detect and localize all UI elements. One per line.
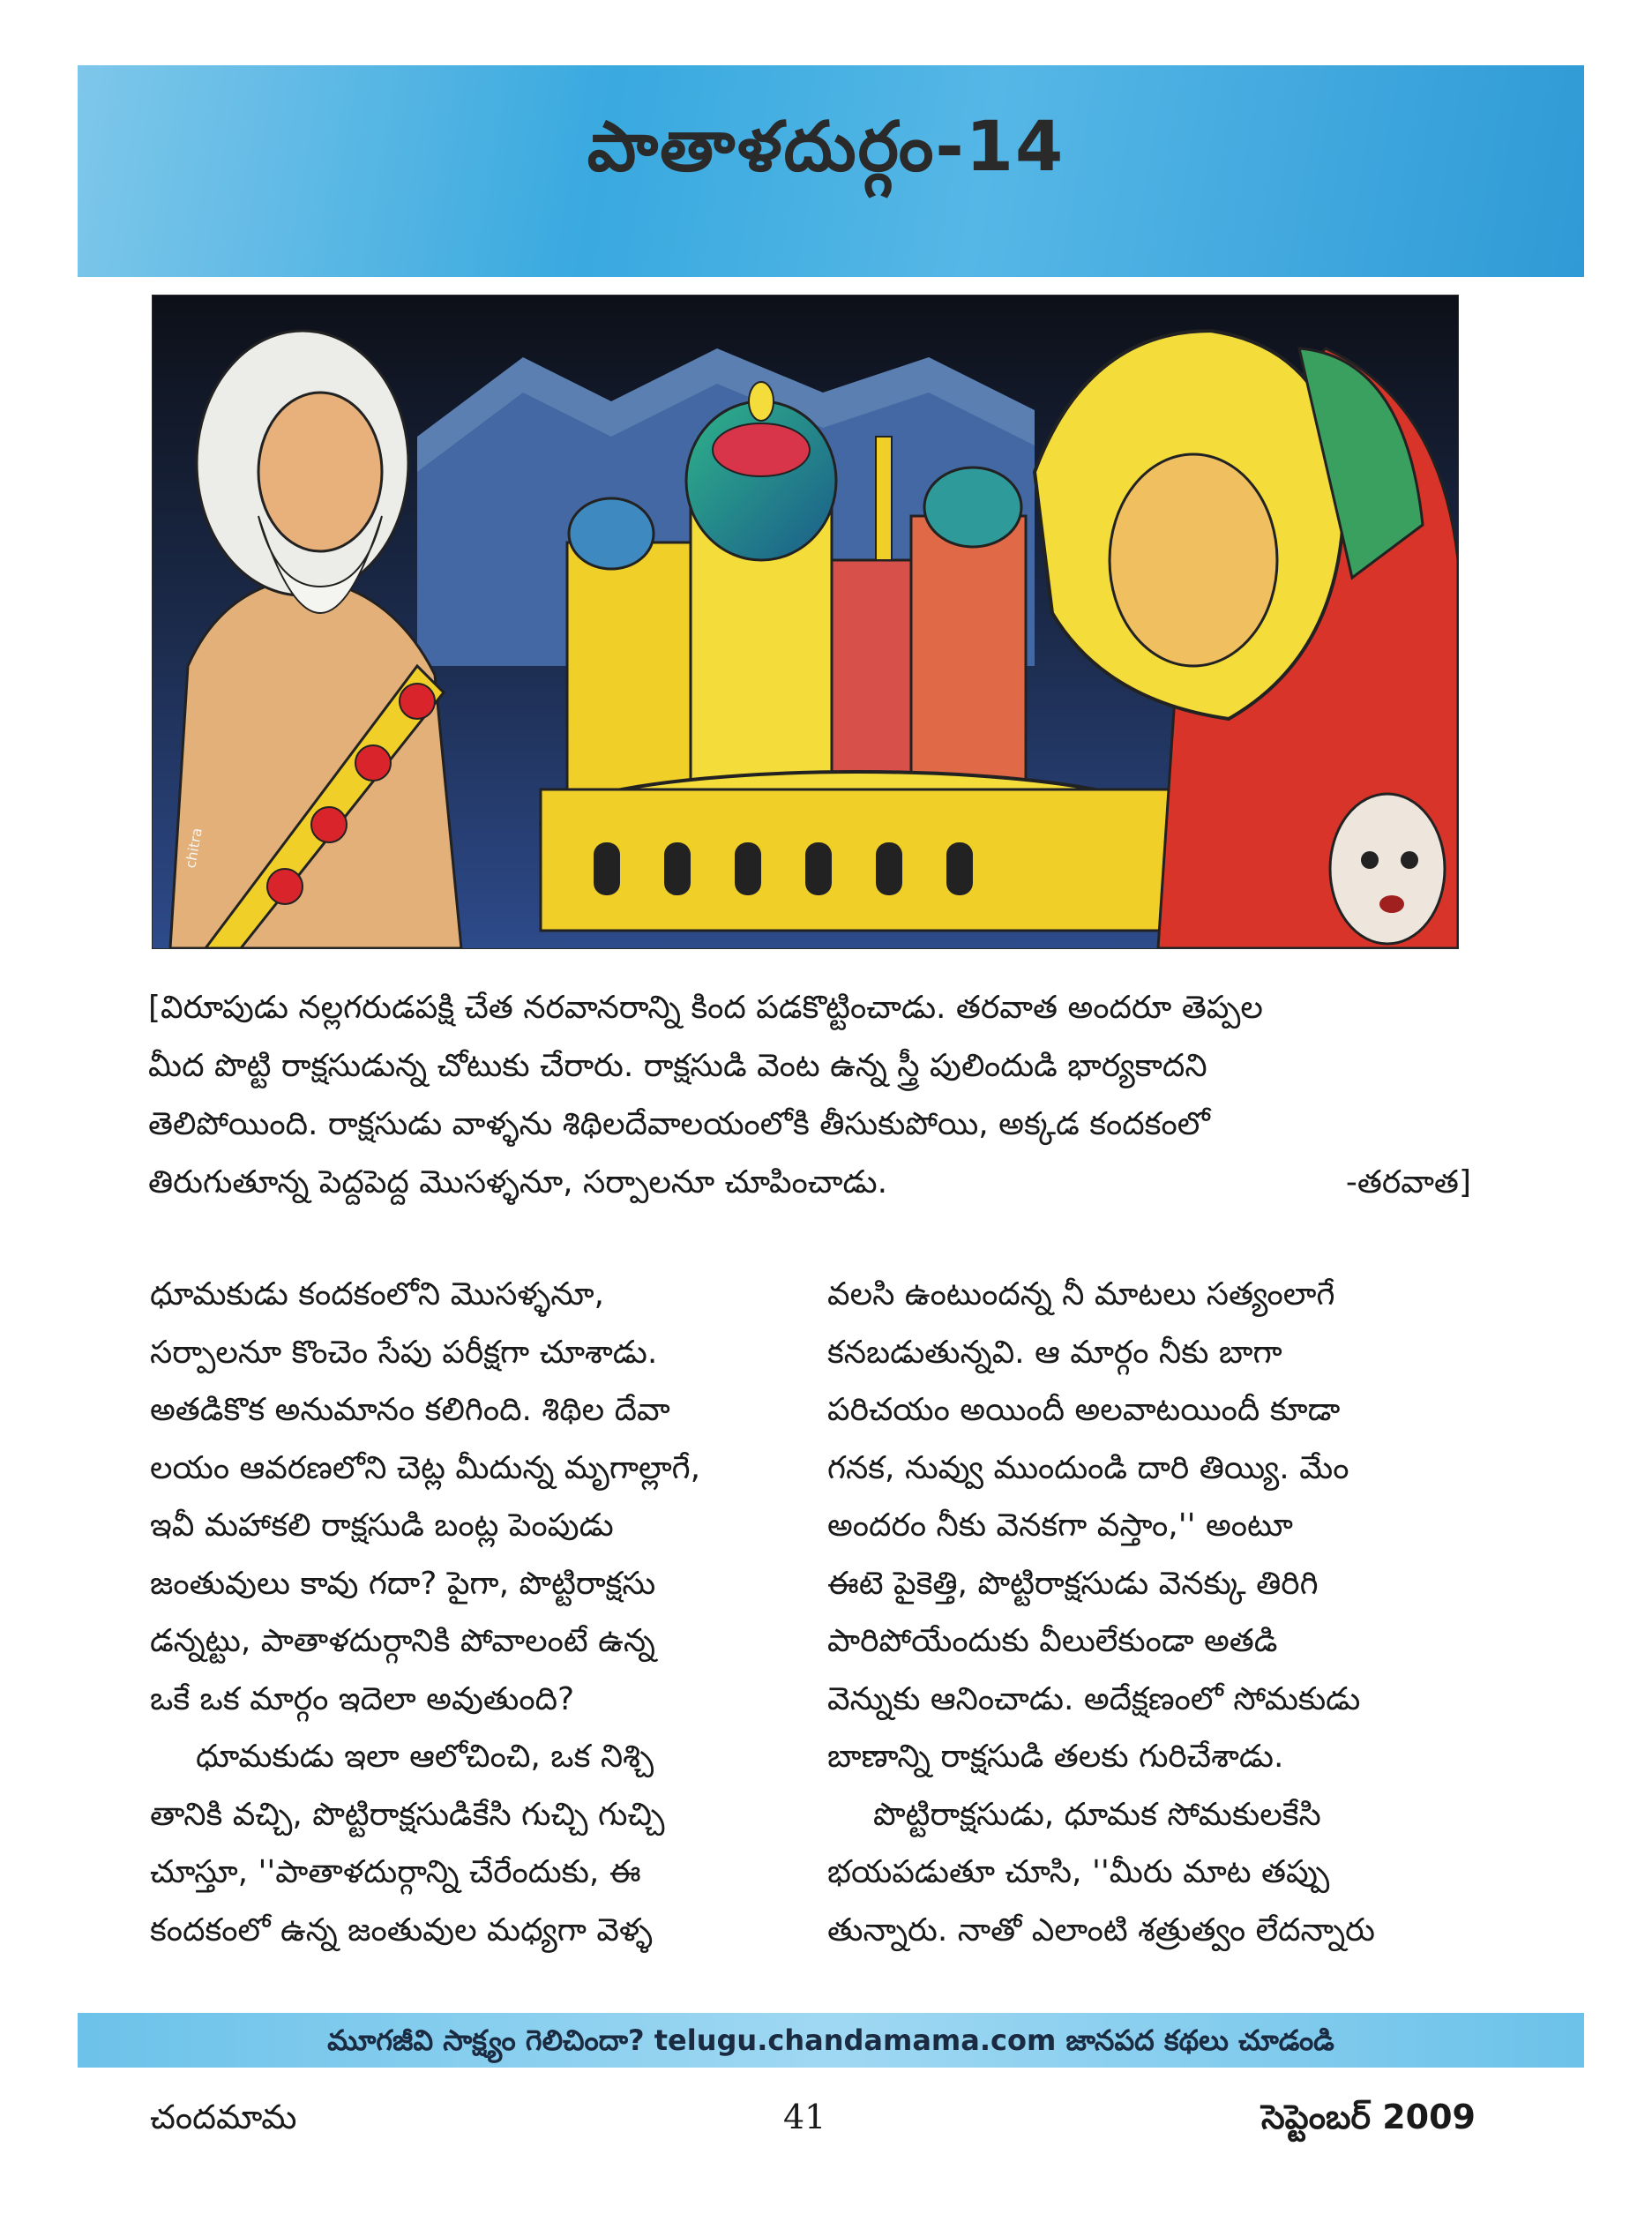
summary-line: [విరూపుడు నల్లగరుడపక్షి చేత నరవానరాన్ని కింద పడకొట్టించాడు. తరవాత అందరూ తెప్పల — [148, 990, 1263, 1026]
text-line: కనబడుతున్నవి. ఆ మార్గం నీకు బాగా — [827, 1334, 1282, 1371]
text-line: ఇవీ మహాకలి రాక్షసుడి బంట్ల పెంపుడు — [150, 1507, 614, 1544]
story-illustration — [152, 295, 1459, 949]
text-line: డన్నట్టు, పాతాళదుర్గానికి పోవాలంటే ఉన్న — [150, 1623, 655, 1659]
svg-text:chitra: chitra — [182, 827, 206, 870]
text-line: చూస్తూ, ''పాతాళదుర్గాన్ని చేరేందుకు, ఈ — [150, 1854, 641, 1890]
text-line: అతడికొక అనుమానం కలిగింది. శిథిల దేవా — [150, 1392, 670, 1428]
text-line: పొట్టిరాక్షసుడు, ధూమక సోమకులకేసి — [873, 1796, 1321, 1833]
magazine-name: చందమామ — [150, 2098, 297, 2136]
text-line: తున్నారు. నాతో ఎలాంటి శత్రుత్వం లేదన్నారు — [827, 1911, 1375, 1949]
story-summary — [148, 979, 1471, 1212]
text-line: అందరం నీకు వెనకగా వస్తాం,'' అంటూ — [827, 1507, 1293, 1544]
text-line: ధూమకుడు కందకంలోని మొసళ్ళనూ, — [150, 1276, 604, 1313]
text-line: భయపడుతూ చూసి, ''మీరు మాట తప్పు — [827, 1854, 1330, 1890]
text-line: ధూమకుడు ఇలా ఆలోచించి, ఒక నిశ్చి — [196, 1739, 654, 1775]
text-line: గనక, నువ్వు ముందుండి దారి తియ్యి. మేం — [827, 1449, 1349, 1486]
text-line: కందకంలో ఉన్న జంతువుల మధ్యగా వెళ్ళ — [150, 1911, 653, 1949]
to-be-continued-label: -తరవాత] — [1345, 1164, 1471, 1201]
page-title: పాతాళదుర్గం-14 — [587, 108, 1065, 187]
text-line: జంతువులు కావు గదా? పైగా, పొట్టిరాక్షసు — [150, 1565, 656, 1602]
text-line: ఈటె పైకెత్తి, పొట్టిరాక్షసుడు వెనక్కు తిరిగి — [827, 1565, 1319, 1602]
text-line: పరిచయం అయిందీ అలవాటయిందీ కూడా — [827, 1392, 1341, 1428]
summary-last-line — [148, 1154, 1471, 1212]
issue-date: సెప్టెంబర్ 2009 — [1261, 2098, 1476, 2136]
text-line: లయం ఆవరణలోని చెట్ల మీదున్న మృగాల్లాగే, — [150, 1449, 701, 1486]
story-column-left — [150, 1266, 803, 1959]
story-column-right — [827, 1266, 1480, 1959]
promo-banner: మూగజీవి సాక్ష్యం గెలిచిందా? telugu.chandamama.com జానపద కథలు చూడండి — [78, 2013, 1584, 2068]
summary-line: మీద పొట్టి రాక్షసుడున్న చోటుకు చేరారు. రాక్షసుడి వెంట ఉన్న స్త్రీ పులిందుడి భార్యకాదని — [148, 1048, 1207, 1084]
text-line: వెన్నుకు ఆనించాడు. అదేక్షణంలో సోమకుడు — [827, 1680, 1361, 1717]
text-line: పారిపోయేందుకు వీలులేకుండా అతడి — [827, 1623, 1278, 1659]
summary-line: తెలిపోయింది. రాక్షసుడు వాళ్ళను శిథిలదేవాలయంలోకి తీసుకుపోయి, అక్కడ కందకంలో — [148, 1106, 1210, 1142]
text-line: తానికి వచ్చి, పొట్టిరాక్షసుడికేసి గుచ్చి గుచ్చి — [150, 1796, 665, 1833]
page-number: 41 — [783, 2098, 826, 2136]
text-line: వలసి ఉంటుందన్న నీ మాటలు సత్యంలాగే — [827, 1276, 1335, 1313]
text-line: ఒకే ఒక మార్గం ఇదెలా అవుతుంది? — [150, 1680, 575, 1717]
text-line: బాణాన్ని రాక్షసుడి తలకు గురిచేశాడు. — [827, 1739, 1284, 1775]
summary-line: తిరుగుతూన్న పెద్దపెద్ద మొసళ్ళనూ, సర్పాలనూ చూపించాడు. — [148, 1164, 888, 1201]
text-line: సర్పాలనూ కొంచెం సేపు పరీక్షగా చూశాడు. — [150, 1334, 658, 1371]
